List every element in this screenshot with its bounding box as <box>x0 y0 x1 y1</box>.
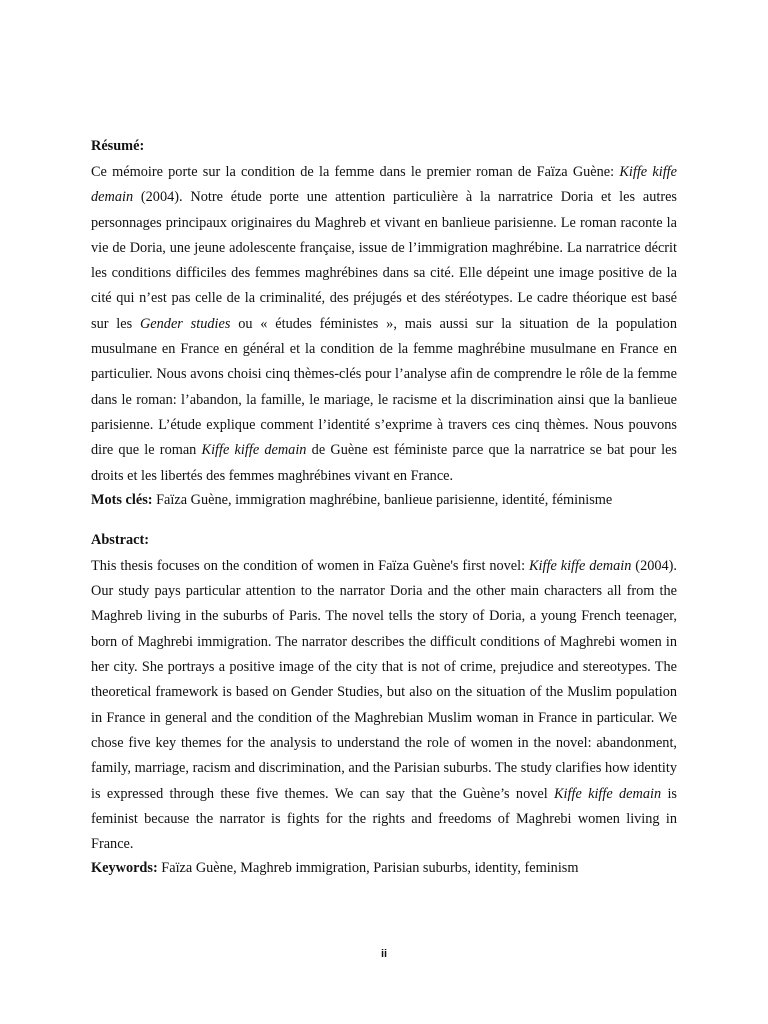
resume-keywords-list: Faïza Guène, immigration maghrébine, banlieue parisienne, identité, féminisme <box>152 491 613 508</box>
resume-text-1: Ce mémoire porte sur la condition de la femme dans le premier roman de Faïza Guène: <box>91 164 620 180</box>
abstract-keywords-list: Faïza Guène, Maghreb immigration, Parisian suburbs, identity, feminism <box>157 860 579 877</box>
resume-keywords-label: Mots clés: <box>91 491 153 508</box>
resume-text-4: de Guène est féministe parce que la narratrice se bat pour les droits et les libertés des femmes maghrébines vivant en France. <box>91 442 677 484</box>
page-number: ii <box>380 948 388 960</box>
resume-paragraph <box>91 160 677 489</box>
resume-text-3: ou « études féministes », mais aussi sur la situation de la population musulmane en France en général et la condition de la femme maghrébine musulmane en France en particulier. Nous avons choisi cinq thèmes-clés pour l’analyse afin de comprendre le rôle de la femme dans le roman: l’abandon, la famille, le mariage, le racisme et la discrimination ainsi que la banlieue parisienne. L’étude explique comment l’identité s’exprime à travers ces cinq thèmes. Nous pouvons dire que le roman <box>91 315 677 459</box>
resume-novel-title-2: Kiffe kiffe demain <box>201 442 307 459</box>
resume-novel-title-1: Kiffe kiffe demain <box>91 164 677 206</box>
resume-keywords <box>91 491 677 509</box>
resume-heading: Résumé: <box>91 138 145 154</box>
abstract-heading: Abstract: <box>91 531 149 548</box>
abstract-text-3: is feminist because the narrator is fights for the rights and freedoms of Maghrebi women living in France. <box>91 785 677 853</box>
abstract-novel-title-2: Kiffe kiffe demain <box>554 785 662 802</box>
abstract-keywords-label: Keywords: <box>91 860 158 877</box>
abstract-keywords <box>91 859 677 877</box>
resume-gender-studies: Gender studies <box>139 315 231 332</box>
abstract-novel-title-1: Kiffe kiffe demain <box>529 557 632 574</box>
abstract-text-2: (2004). Our study pays particular attention to the narrator Doria and the other main characters all from the Maghreb living in the suburbs of Paris. The novel tells the story of Doria, a young French teenager, born of Maghrebi immigration. The narrator describes the difficult conditions of Maghrebi women in her city. She portrays a positive image of the city that is not of crime, prejudice and stereotypes. The theoretical framework is based on Gender Studies, but also on the situation of the Muslim population in France in general and the condition of the Maghrebian Muslim woman in France in particular. We chose five key themes for the analysis to understand the role of women in the novel: abandonment, family, marriage, racism and discrimination, and the Parisian suburbs. The study clarifies how identity is expressed through these five themes. We can say that the Guène’s novel <box>91 557 677 802</box>
resume-text-2: (2004). Notre étude porte une attention particulière à la narratrice Doria et les autres personnages principaux originaires du Maghreb et vivant en banlieue parisienne. Le roman raconte la vie de Doria, une jeune adolescente française, issue de l’immigration maghrébine. La narratrice décrit les conditions difficiles des femmes maghrébines dans sa cité. Elle dépeint une image positive de la cité qui n’est pas celle de la criminalité, des préjugés et des stéréotypes. Le cadre théorique est basé sur les <box>91 189 677 332</box>
page-content <box>91 138 677 877</box>
abstract-paragraph <box>91 554 677 858</box>
abstract-text-1: This thesis focuses on the condition of women in Faïza Guène's first novel: <box>91 557 530 574</box>
